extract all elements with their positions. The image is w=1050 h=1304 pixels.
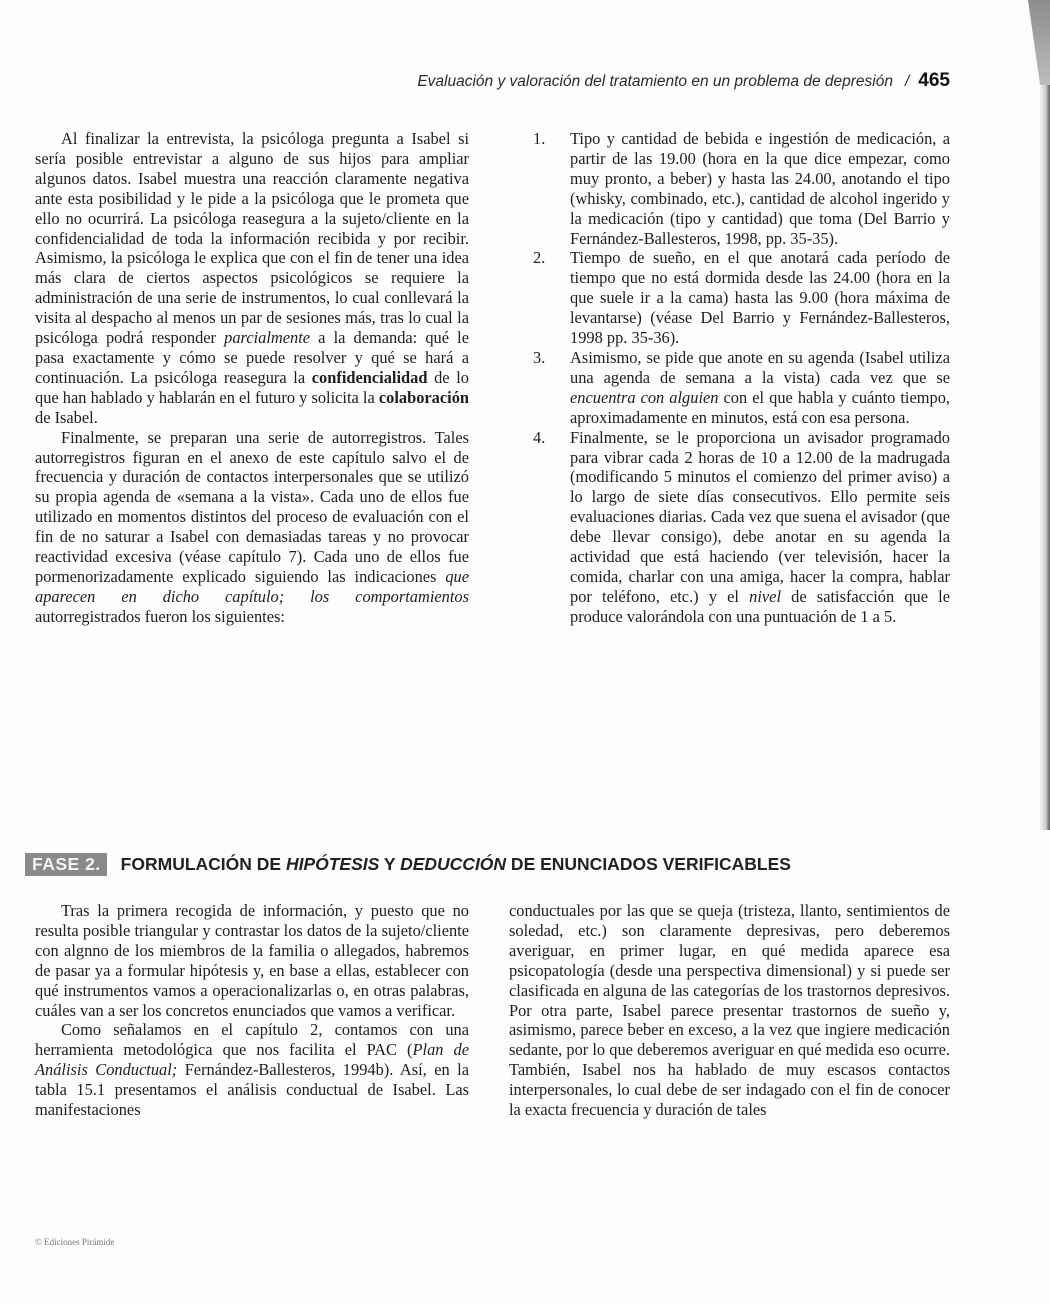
page-edge-shadow bbox=[1040, 0, 1050, 830]
list-item bbox=[533, 248, 950, 348]
phase-badge: FASE 2. bbox=[25, 853, 107, 876]
paragraph-interview-end: Al finalizar la entrevista, la psicóloga pregunta a Isabel si sería posible entrevistar a alguno de sus hijos para ampliar algunos datos. Isabel muestra una reacción claramente negativa ante esta posibilidad y le pide a la psicóloga que le prometa que ello no ocurrirá. La psicóloga reasegura a la sujeto/cliente en la confidencialidad de toda la información recibida y por recibir. Asimismo, la psicóloga le explica que con el fin de tener una idea más clara de ciertos aspectos psicológicos se requiere la administración de una serie de instrumentos, lo cual conllevará la visita al despacho al menos un par de sesiones más, tras lo cual la psicóloga podrá responder parcialmente a la demanda: qué le pasa exactamente y cómo se puede resolver y qué se hará a continuación. La psicóloga reasegura la confidencialidad de lo que han hablado y hablarán en el futuro y solicita la colaboración de Isabel. bbox=[35, 129, 469, 427]
header-separator: / bbox=[904, 73, 910, 90]
list-item-number: 2. bbox=[533, 248, 546, 268]
section-title: FORMULACIÓN DE HIPÓTESIS Y DEDUCCIÓN DE ENUNCIADOS VERIFICABLES bbox=[120, 854, 791, 874]
running-title: Evaluación y valoración del tratamiento en un problema de depresión bbox=[417, 73, 893, 90]
page-number: 465 bbox=[918, 70, 950, 91]
self-record-list bbox=[533, 129, 950, 627]
running-header bbox=[300, 70, 950, 92]
left-column-bottom bbox=[35, 901, 469, 1120]
section-heading bbox=[25, 853, 965, 876]
page-corner-shadow bbox=[1028, 0, 1050, 85]
list-item-number: 4. bbox=[533, 427, 546, 447]
list-item-text: Tiempo de sueño, en el que anotará cada período de tiempo que no está dormida desde las 24.00 (hora en la que suele ir a la cama) hasta las 9.00 (hora máxima de levantarse) (véase Del Barrio y Fernández-Ballesteros, 1998 pp. 35-36). bbox=[570, 248, 950, 348]
list-item-number: 3. bbox=[533, 347, 546, 367]
list-item-text: Tipo y cantidad de bebida e ingestión de medicación, a partir de las 19.00 (hora en la que dice empezar, como muy pronto, a beber) y hasta las 24.00, anotando el tipo (whisky, combinado, etc.), cantidad de alcohol ingerido y la medicación (tipo y cantidad) que toma (Del Barrio y Fernández-Ballesteros, 1998, pp. 35-35). bbox=[570, 129, 950, 248]
paragraph-self-records: Finalmente, se preparan una serie de autorregistros. Tales autorregistros figuran en el anexo de este capítulo salvo el de frecuencia y duración de contactos interpersonales que se utilizó su propia agenda de «semana a la vista». Cada uno de ellos fue utilizado en momentos distintos del proceso de evaluación con el fin de no saturar a Isabel con demasiadas tareas y no provocar reactividad excesiva (véase capítulo 7). Cada uno de ellos fue pormenorizadamente explicado siguiendo las indicaciones que aparecen en dicho capítulo; los comportamientos autorregistrados fueron los siguientes: bbox=[35, 427, 469, 626]
paragraph-hypotheses: Tras la primera recogida de información, y puesto que no resulta posible triangular y contrastar los datos de la sujeto/cliente con algnno de los miembros de la familia o allegados, habremos de pasar ya a formular hipótesis y, en base a ellas, establecer con qué instrumentos vamos a operacionalizarlas o, en otras palabras, cuáles van a ser los concretos enunciados que vamos a verificar. bbox=[35, 901, 469, 1020]
list-item bbox=[533, 348, 950, 428]
copyright-footer: © Ediciones Pirámide bbox=[35, 1237, 115, 1247]
right-column-bottom bbox=[509, 901, 950, 1120]
list-item bbox=[533, 129, 950, 248]
list-item-text: Asimismo, se pide que anote en su agenda (Isabel utiliza una agenda de semana a la vista) cada vez que se encuentra con alguien con el que habla y cuánto tiempo, aproximadamente en minutos, está con esa persona. bbox=[570, 347, 950, 427]
paragraph-pac: Como señalamos en el capítulo 2, contamos con una herramienta metodológica que nos facilita el PAC (Plan de Análisis Conductual; Fernández-Ballesteros, 1994b). Así, en la tabla 15.1 presentamos el análisis conductual de Isabel. Las manifestaciones bbox=[35, 1020, 469, 1120]
left-column-top bbox=[35, 129, 469, 627]
list-item-text: Finalmente, se le proporciona un avisador programado para vibrar cada 2 horas de 10 a 12.00 de la madrugada (modificando 5 minutos el comienzo del primer aviso) a lo largo de siete días consecutivos. Ello permite seis evaluaciones diarias. Cada vez que suena el avisador (que debe llevar consigo), debe anotar en su agenda la actividad que está haciendo (ver televisión, hacer la comida, charlar con una amiga, hacer la compra, hablar por teléfono, etc.) y el nivel de satisfacción que le produce valorándola con una puntuación de 1 a 5. bbox=[570, 427, 950, 626]
right-column-top bbox=[533, 129, 950, 627]
list-item bbox=[533, 428, 950, 627]
paragraph-manifestations: conductuales por las que se queja (tristeza, llanto, sentimientos de soledad, etc.) son claramente depresivas, pero deberemos averiguar, en primer lugar, en qué medida aparece esa psicopatología (desde una perspectiva dimensional) y si puede ser clasificada en alguna de las categorías de los trastornos depresivos. Por otra parte, Isabel parece presentar trastornos de sueño y, asimismo, parece beber en exceso, a la vez que ingiere medicación sedante, por lo que deberemos averiguar en qué medida eso ocurre. También, Isabel nos ha hablado de muy escasos contactos interpersonales, lo cual debe de ser indagado con el fin de conocer la exacta frecuencia y duración de tales bbox=[509, 901, 950, 1120]
list-item-number: 1. bbox=[533, 129, 546, 148]
